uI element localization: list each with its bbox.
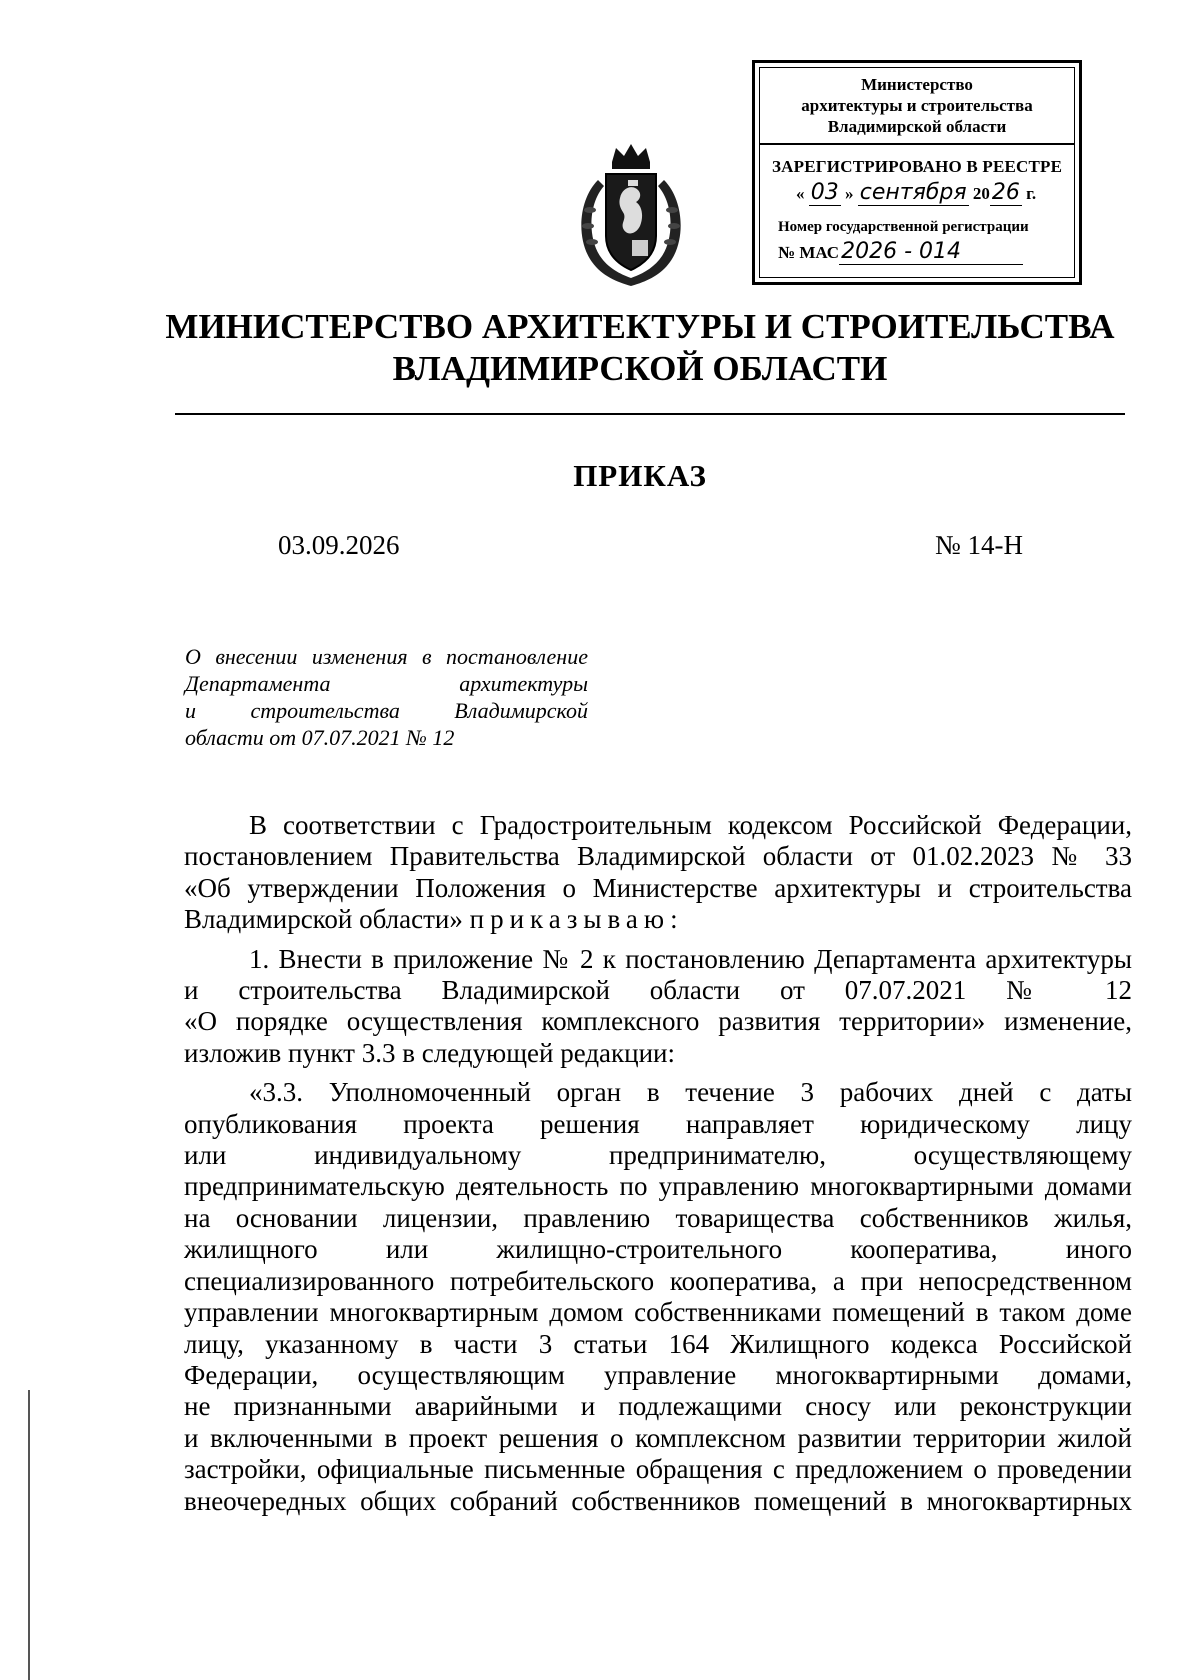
body-line: и включенными в проект решения о комплексном развитии территории жилой: [184, 1422, 1132, 1453]
registration-stamp: [752, 60, 1082, 285]
stamp-date-open-quote: «: [796, 184, 805, 203]
stamp-divider: [760, 143, 1074, 145]
body-line: жилищного или жилищно-строительного кооператива, иного: [184, 1234, 1132, 1265]
stamp-registration-number: [778, 240, 1074, 265]
body-line: «О порядке осуществления комплексного развития территории» изменение,: [184, 1006, 1132, 1037]
body-line: [184, 904, 1132, 935]
stamp-frame: [759, 67, 1075, 278]
body-line: изложив пункт 3.3 в следующей редакции:: [184, 1037, 676, 1068]
order-number: № 14-Н: [935, 530, 1024, 560]
order-verb: приказываю:: [469, 904, 684, 935]
scan-edge-line: [28, 1390, 30, 1680]
stamp-number-prefix: № МАС: [778, 243, 840, 262]
body-line: и строительства Владимирской области от 07.07.2021 № 12: [184, 975, 1132, 1006]
stamp-number-label: Номер государственной регистрации: [778, 219, 1029, 235]
order-date: 03.09.2026: [278, 530, 400, 560]
stamp-date-year-suffix: 26: [991, 180, 1020, 205]
body-line: Федерации, осуществляющим управление многоквартирными домами,: [184, 1359, 1132, 1390]
stamp-date-month: сентября: [859, 180, 967, 205]
coat-of-arms-emblem: [572, 140, 690, 290]
stamp-organization: [760, 74, 1074, 137]
preamble-paragraph: [184, 810, 1132, 936]
order-subject: [185, 643, 588, 751]
body-line: управлении многоквартирным домом собственниками помещений в таком доме: [184, 1297, 1132, 1328]
subject-line: О внесении изменения в постановление: [185, 644, 588, 669]
stamp-date-close-quote: »: [845, 184, 854, 203]
body-line: предпринимательскую деятельность по управлению многоквартирными домами: [184, 1171, 1132, 1202]
ministry-title-line: ВЛАДИМИРСКОЙ ОБЛАСТИ: [392, 349, 888, 388]
subject-line: Департамента архитектуры: [185, 671, 588, 696]
ministry-title-line: МИНИСТЕРСТВО АРХИТЕКТУРЫ И СТРОИТЕЛЬСТВА: [165, 307, 1115, 346]
stamp-org-line: Министерство: [861, 75, 973, 94]
body-line: «Об утверждении Положения о Министерстве архитектуры и строительства: [184, 872, 1132, 903]
item-1-paragraph: [184, 944, 1132, 1070]
body-line: специализированного потребительского кооператива, а при непосредственном: [184, 1265, 1132, 1296]
stamp-registered-label: ЗАРЕГИСТРИРОВАНО В РЕЕСТРЕ: [772, 157, 1063, 176]
order-body: [184, 810, 1132, 1525]
document-type: ПРИКАЗ: [573, 458, 707, 493]
item-3-3-paragraph: [184, 1077, 1132, 1517]
body-line: постановлением Правительства Владимирской области от 01.02.2023 № 33: [184, 841, 1132, 872]
body-line: 1. Внести в приложение № 2 к постановлению Департамента архитектуры: [249, 943, 1132, 974]
stamp-org-line: Владимирской области: [827, 117, 1007, 136]
body-line: опубликования проекта решения направляет юридическому лицу: [184, 1108, 1132, 1139]
stamp-date-year-prefix: 20: [972, 184, 990, 203]
body-line: застройки, официальные письменные обращения с предложением о проведении: [184, 1454, 1132, 1485]
ministry-title: [160, 306, 1120, 390]
body-line: внеочередных общих собраний собственников помещений в многоквартирных: [184, 1485, 1132, 1516]
stamp-org-line: архитектуры и строительства: [801, 96, 1033, 115]
stamp-registration-date: [796, 181, 1074, 211]
body-line: лицу, указанному в части 3 статьи 164 Жилищного кодекса Российской: [184, 1328, 1132, 1359]
subject-line: области от 07.07.2021 № 12: [185, 725, 455, 750]
body-line: или индивидуальному предпринимателю, осуществляющему: [184, 1140, 1132, 1171]
header-divider: [175, 413, 1125, 415]
body-line: В соответствии с Градостроительным кодексом Российской Федерации,: [249, 810, 1132, 840]
body-line: на основании лицензии, правлению товарищества собственников жилья,: [184, 1202, 1132, 1233]
stamp-date-day: 03: [810, 180, 839, 205]
subject-line: и строительства Владимирской: [185, 698, 588, 723]
body-line: не признанными аварийными и подлежащими сносу или реконструкции: [184, 1391, 1132, 1422]
stamp-date-year-mark: г.: [1026, 184, 1037, 203]
body-line: «3.3. Уполномоченный орган в течение 3 рабочих дней с даты: [249, 1077, 1132, 1108]
preamble-ending: Владимирской области»: [184, 904, 470, 935]
stamp-number-value: 2026 - 014: [839, 240, 1023, 265]
